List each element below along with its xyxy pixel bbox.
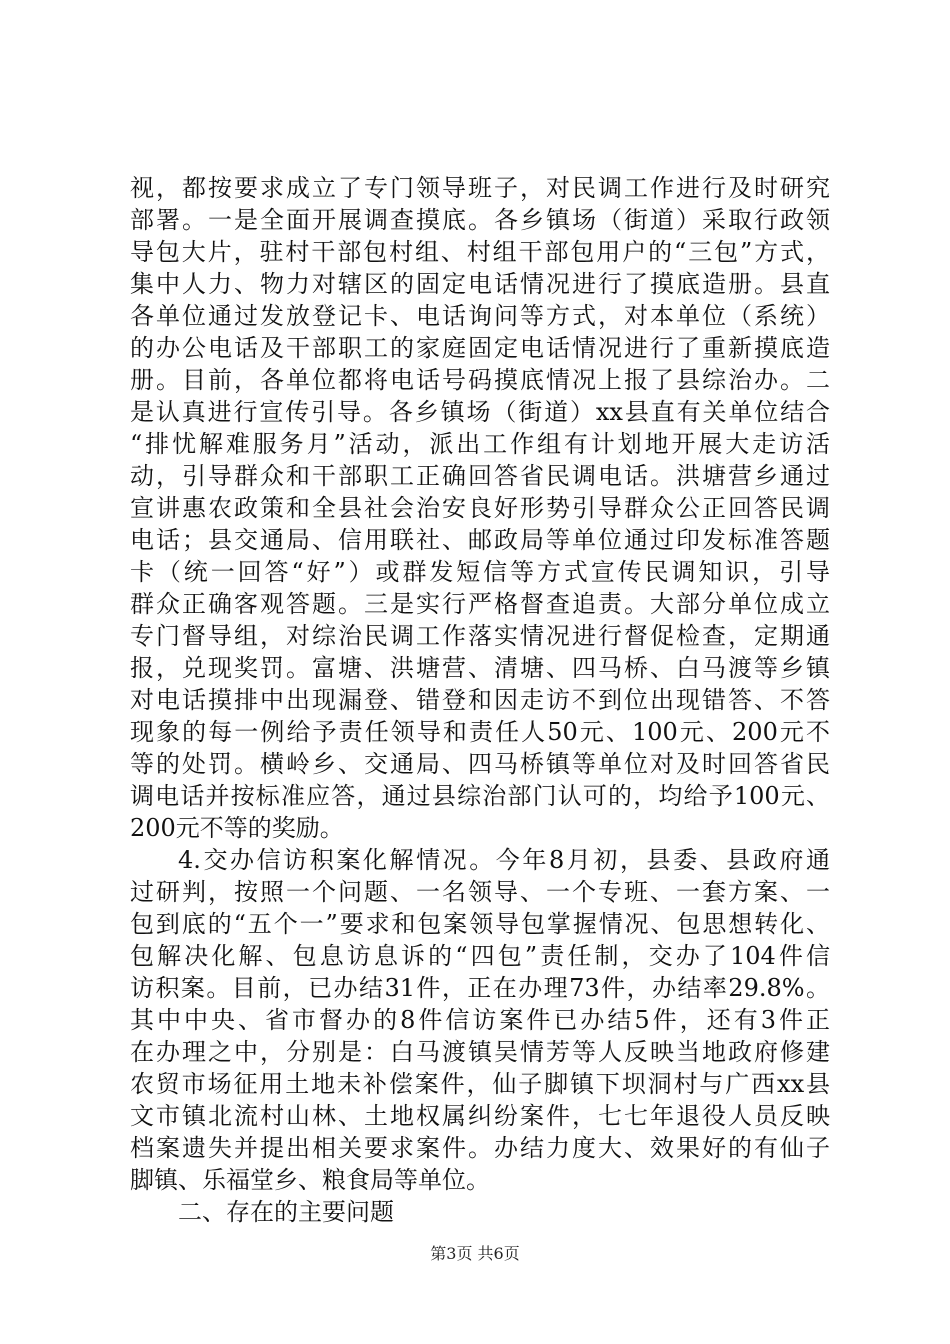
text-line: 档案遗失并提出相关要求案件。办结力度大、效果好的有仙子 bbox=[130, 1134, 830, 1162]
text-line: 册。目前，各单位都将电话号码摸底情况上报了县综治办。二 bbox=[130, 366, 830, 394]
text-line: 包到底的“五个一”要求和包案领导包掌握情况、包思想转化、 bbox=[130, 910, 830, 938]
text-line: 文市镇北流村山林、土地权属纠纷案件，七七年退役人员反映 bbox=[130, 1102, 830, 1130]
text-line: 脚镇、乐福堂乡、粮食局等单位。 bbox=[130, 1166, 490, 1194]
text-line: 导包大片，驻村干部包村组、村组干部包用户的“三包”方式， bbox=[130, 238, 830, 266]
text-line: 其中中央、省市督办的8件信访案件已办结5件，还有3件正 bbox=[130, 1006, 830, 1034]
text-line: 群众正确客观答题。三是实行严格督查追责。大部分单位成立 bbox=[130, 590, 830, 618]
text-line: 等的处罚。横岭乡、交通局、四马桥镇等单位对及时回答省民 bbox=[130, 750, 830, 778]
body-text bbox=[130, 172, 830, 1228]
text-line: 集中人力、物力对辖区的固定电话情况进行了摸底造册。县直 bbox=[130, 270, 830, 298]
text-line: “排忧解难服务月”活动，派出工作组有计划地开展大走访活 bbox=[130, 430, 830, 458]
text-line: 部署。一是全面开展调查摸底。各乡镇场（街道）采取行政领 bbox=[130, 206, 830, 234]
text-line: 报，兑现奖罚。富塘、洪塘营、清塘、四马桥、白马渡等乡镇 bbox=[130, 654, 830, 682]
text-line: 包解决化解、包息访息诉的“四包”责任制，交办了104件信 bbox=[130, 942, 830, 970]
text-line: 电话；县交通局、信用联社、邮政局等单位通过印发标准答题 bbox=[130, 526, 830, 554]
text-line: 现象的每一例给予责任领导和责任人50元、100元、200元不 bbox=[130, 718, 830, 746]
text-line: 在办理之中，分别是：白马渡镇吴情芳等人反映当地政府修建 bbox=[130, 1038, 830, 1066]
text-line: 是认真进行宣传引导。各乡镇场（街道）xx县直有关单位结合 bbox=[130, 398, 830, 426]
text-line: 对电话摸排中出现漏登、错登和因走访不到位出现错答、不答 bbox=[130, 686, 830, 714]
text-line: 各单位通过发放登记卡、电话询问等方式，对本单位（系统） bbox=[130, 302, 830, 330]
section-heading: 二、存在的主要问题 bbox=[178, 1198, 394, 1226]
text-line: 访积案。目前，已办结31件，正在办理73件，办结率29.8%。 bbox=[130, 974, 830, 1002]
text-line: 调电话并按标准应答，通过县综治部门认可的，均给予100元、 bbox=[130, 782, 830, 810]
text-line: 的办公电话及干部职工的家庭固定电话情况进行了重新摸底造 bbox=[130, 334, 830, 362]
text-line: 200元不等的奖励。 bbox=[130, 814, 344, 842]
text-line: 专门督导组，对综治民调工作落实情况进行督促检查，定期通 bbox=[130, 622, 830, 650]
text-line: 动，引导群众和干部职工正确回答省民调电话。洪塘营乡通过 bbox=[130, 462, 830, 490]
text-line: 农贸市场征用土地未补偿案件，仙子脚镇下坝洞村与广西xx县 bbox=[130, 1070, 830, 1098]
text-line: 卡（统一回答“好”）或群发短信等方式宣传民调知识，引导 bbox=[130, 558, 830, 586]
text-line: 视，都按要求成立了专门领导班子，对民调工作进行及时研究 bbox=[130, 174, 830, 202]
text-line: 4.交办信访积案化解情况。今年8月初，县委、县政府通 bbox=[178, 846, 830, 874]
text-line: 宣讲惠农政策和全县社会治安良好形势引导群众公正回答民调 bbox=[130, 494, 830, 522]
page-number-footer: 第3页 共6页 bbox=[430, 1244, 520, 1263]
text-line: 过研判，按照一个问题、一名领导、一个专班、一套方案、一 bbox=[130, 878, 830, 906]
